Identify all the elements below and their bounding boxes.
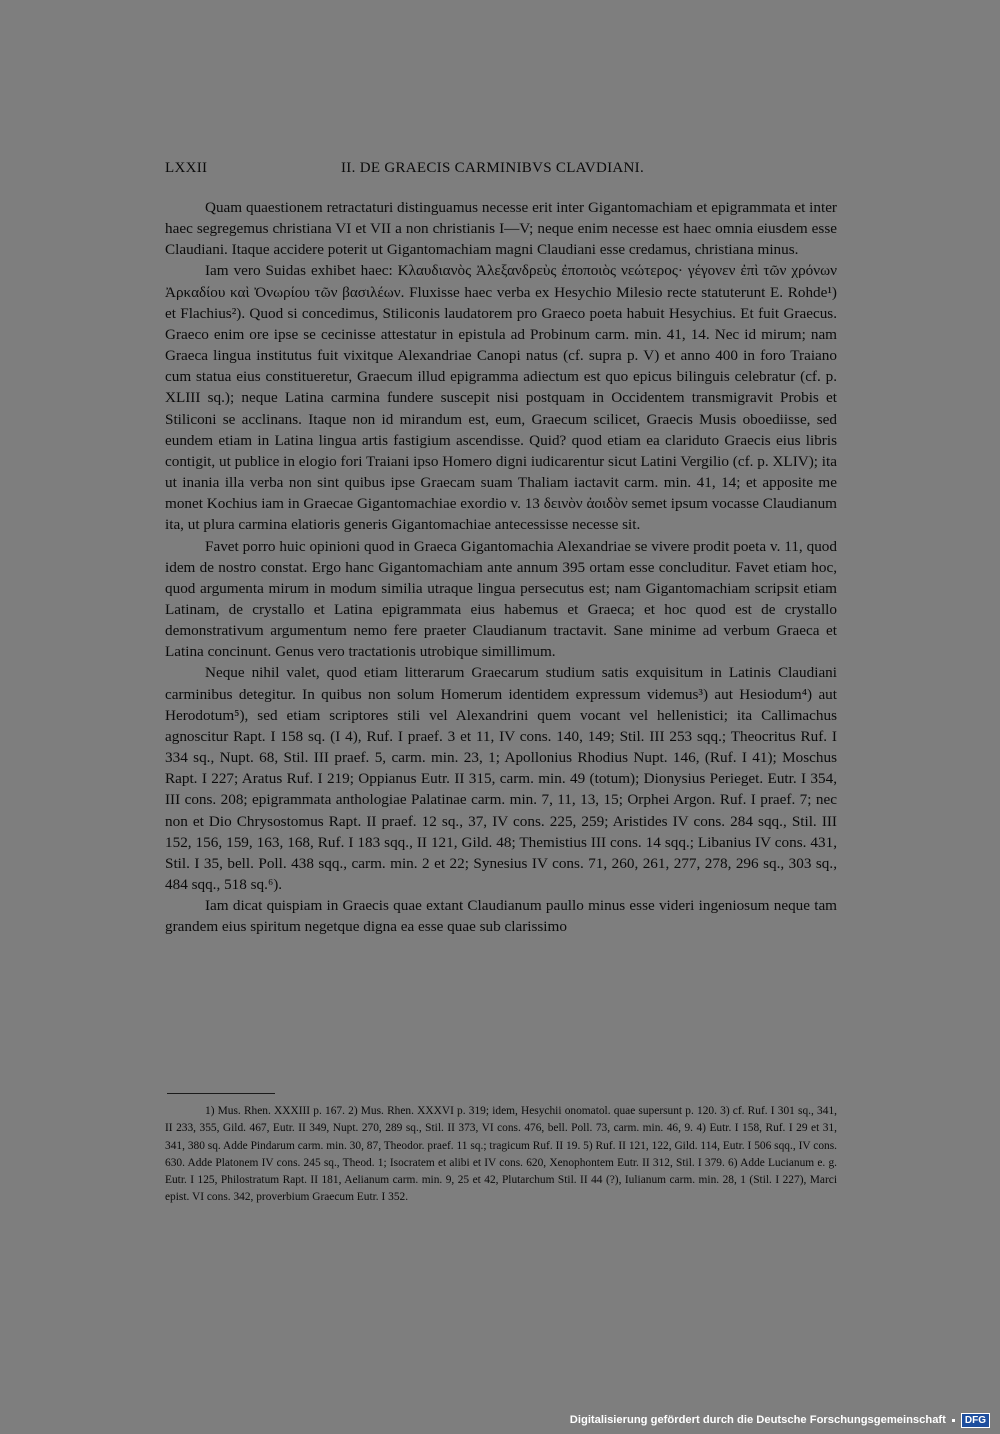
main-text <box>165 197 837 937</box>
page-header <box>165 160 837 184</box>
page-number: LXXII <box>165 160 208 176</box>
paragraph: Quam quaestionem retractaturi distinguamus necesse erit inter Gigantomachiam et epigrammata et inter haec segregemus christiana VI et VII a non christianis I—V; neque enim necesse est haec omnia eiusdem esse Claudiani. Itaque accidere poterit ut Gigantomachiam magni Claudiani esse credamus, christiana minus. <box>165 199 837 259</box>
running-head: II. DE GRAECIS CARMINIBVS CLAVDIANI. <box>341 160 645 176</box>
paragraph: Iam dicat quispiam in Graecis quae extant Claudianum paullo minus esse videri ingeniosum neque tam grandem eius spiritum negetque digna ea esse quae sub clarissimo <box>165 897 837 936</box>
footnotes <box>165 1103 837 1207</box>
separator-dot <box>952 1419 955 1422</box>
footnote-rule <box>167 1093 275 1094</box>
paragraph: Favet porro huic opinioni quod in Graeca Gigantomachia Alexandriae se vivere prodit poeta v. 11, quod idem de nostro constat. Ergo hanc Gigantomachiam ante annum 395 ortam esse concluditur. Favet etiam hoc, quod argumenta mirum in modum similia utraque lingua persecutus est; nam Gigantomachiam scripsit etiam Latinam, de crystallo et Latina epigrammata eius habemus et Graeca; et hoc quod est de crystallo demonstrativum argumentum nemo fere praeter Claudianum tractavit. Sane minime ad verbum Graeca et Latina concinunt. Genus vero tractationis utrobique simillimum. <box>165 537 837 661</box>
paragraph: Iam vero Suidas exhibet haec: Κλαυδιανὸς Ἀλεξανδρεὺς ἐποποιὸς νεώτερος· γέγονεν ἐπὶ τῶν χρόνων Ἀρκαδίου καὶ Ὀνωρίου τῶν βασιλέων. Fluxisse haec verba ex Hesychio Milesio recte statuterunt E. Rohde¹) et Flachius²). Quod si concedimus, Stiliconis laudatorem pro Graeco poeta habuit Hesychius. Et fuit Graecus. Graeco enim ore ipse se cecinisse attestatur in epistula ad Probinum carm. min. 41, 14. Nec id mirum; nam Graeca lingua institutus fuit vixitque Alexandriae Canopi natus (cf. supra p. V) et anno 400 in foro Traiano cum statua eius constitueretur, Graecum illud epigramma adiectum est quo epicus bilinguis celebratur (cf. p. XLIII sq.); neque Latina carmina fundere suscepit nisi postquam in Occidentem transmigravit Probis et Stiliconi se acclinans. Itaque non id mirandum est, eum, Graecum scilicet, Graecis Musis oboediisse, sed eundem etiam in Latina lingua artis fastigium ascendisse. Quid? quod etiam ea clariduto Graecis eius libris contigit, ut publice in elogio fori Traiani ipso Homero digni iudicarentur sicut Latini Vergilio (cf. p. XLIV); ita ut inania illa verba non sint quibus ipse Graecam suam Thaliam iactavit carm. min. 41, 14; et apposite me monet Kochius iam in Graecae Gigantomachiae exordio v. 13 δεινὸν ἀοιδὸν semet ipsum vocasse Claudianum ita, ut plura carmina elatioris generis Gigantomachiae antecessisse necesse sit. <box>165 262 837 534</box>
paragraph: Neque nihil valet, quod etiam litterarum Graecarum studium satis exquisitum in Latinis Claudiani carminibus detegitur. In quibus non solum Homerum identidem expressum videmus³) aut Hesiodum⁴) aut Herodotum⁵), sed etiam scriptores stili vel Alexandrini quem vocant vel hellenistici; ita Callimachus agnoscitur Rapt. I 158 sq. (I 4), Ruf. I praef. 3 et 11, IV cons. 140, 149; Stil. III 253 sqq.; Theocritus Ruf. I 334 sq., Nupt. 68, Stil. III praef. 5, carm. min. 23, 1; Apollonius Rhodius Nupt. 146, (Ruf. I 41); Moschus Rapt. I 227; Aratus Ruf. I 219; Oppianus Eutr. II 315, carm. min. 49 (totum); Dionysius Perieget. Eutr. I 354, III cons. 208; epigrammata anthologiae Palatinae carm. min. 7, 11, 13, 15; Orphei Argon. Ruf. I praef. 7; nec non et Dio Chrysostomus Rapt. II praef. 12 sq., 37, IV cons. 225, 259; Aristides IV cons. 284 sqq., Stil. III 152, 156, 159, 163, 168, Ruf. I 183 sqq., II 121, Gild. 48; Themistius III cons. 14 sqq.; Libanius IV cons. 431, Stil. I 35, bell. Poll. 438 sqq., carm. min. 2 et 22; Synesius IV cons. 71, 260, 261, 277, 278, 296 sq., 303 sq., 484 sqq., 518 sq.⁶). <box>165 664 837 893</box>
footer-text: Digitalisierung gefördert durch die Deutsche Forschungsgemeinschaft <box>569 1414 946 1426</box>
footnote-block: 1) Mus. Rhen. XXXIII p. 167. 2) Mus. Rhen. XXXVI p. 319; idem, Hesychii onomatol. quae supersunt p. 120. 3) cf. Ruf. I 301 sq., 341, II 233, 355, Gild. 467, Eutr. II 349, Nupt. 270, 289 sq., Stil. II 373, VI cons. 476, bell. Poll. 73, carm. min. 46, 9. 4) Eutr. I 158, Ruf. I 29 et 31, 341, 380 sq. Adde Pindarum carm. min. 30, 87, Theodor. praef. 11 sq.; tragicum Ruf. II 19. 5) Ruf. II 121, 122, Gild. 114, Eutr. I 506 sqq., IV cons. 630. Adde Platonem IV cons. 245 sq., Theod. 1; Isocratem et alibi et IV cons. 620, Xenophontem Eutr. II 312, Stil. I 379. 6) Adde Lucianum e. g. Eutr. I 125, Philostratum Rapt. II 181, Aelianum carm. min. 9, 25 et 42, Plutarchum Stil. II 44 (?), Iulianum carm. min. 28, 1 (Stil. I 227), Marci epist. VI cons. 342, proverbium Graecum Eutr. I 352. <box>165 1105 837 1204</box>
digitization-footer <box>570 1410 990 1430</box>
dfg-logo-icon: DFG <box>961 1413 990 1428</box>
